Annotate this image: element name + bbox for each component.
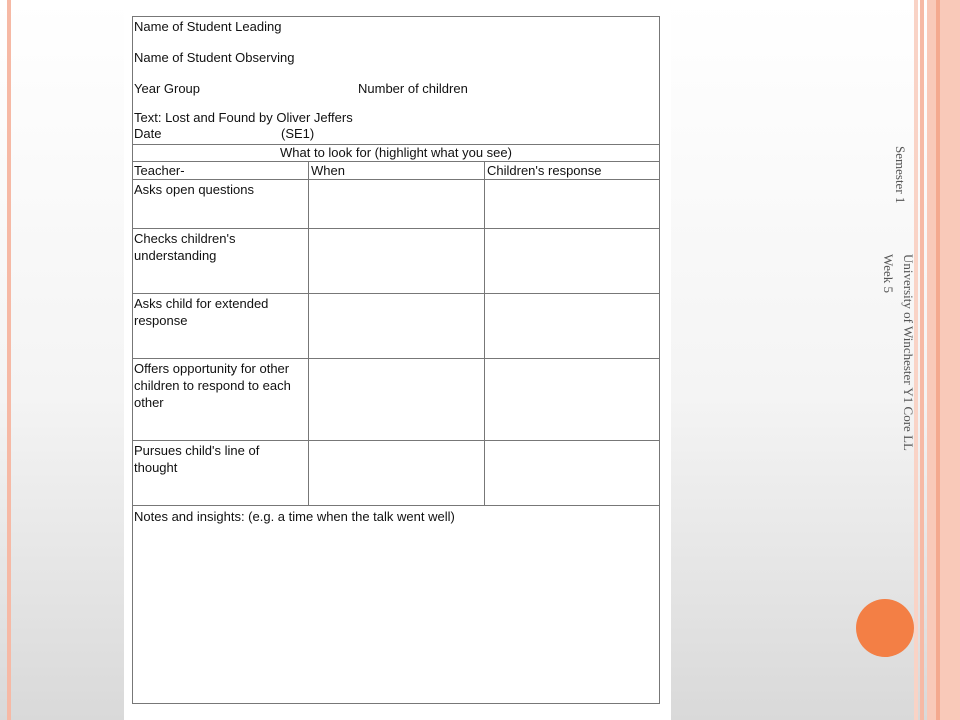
form-header bbox=[133, 17, 659, 145]
right-bar bbox=[927, 0, 960, 720]
right-bar bbox=[936, 0, 940, 720]
text-title-label: Text: Lost and Found by Oliver Jeffers bbox=[134, 110, 353, 125]
table-row bbox=[133, 441, 659, 506]
course-title-text: University of Winchester Y1 Core LL bbox=[901, 254, 916, 451]
column-header-when: When bbox=[311, 163, 345, 178]
table-row bbox=[133, 180, 659, 229]
number-of-children-label: Number of children bbox=[358, 81, 468, 96]
table-row bbox=[133, 294, 659, 359]
column-header-childrens-response: Children's response bbox=[487, 163, 602, 178]
notes-label: Notes and insights: (e.g. a time when the talk went well) bbox=[134, 509, 455, 524]
student-observing-label: Name of Student Observing bbox=[134, 50, 295, 65]
table-row bbox=[133, 359, 659, 441]
semester-text: Semester 1 bbox=[893, 146, 908, 204]
right-bar bbox=[920, 0, 924, 720]
observation-form bbox=[132, 16, 660, 704]
week-text: Week 5 bbox=[881, 254, 896, 294]
right-decorative-bars bbox=[914, 0, 960, 720]
session-label: (SE1) bbox=[281, 126, 315, 141]
orange-circle-decoration bbox=[856, 599, 914, 657]
row-label: Asks child for extended response bbox=[134, 296, 269, 328]
row-label: Asks open questions bbox=[134, 182, 254, 197]
column-divider bbox=[484, 162, 485, 506]
date-label: Date bbox=[134, 126, 162, 141]
table-row bbox=[133, 229, 659, 294]
column-header-teacher: Teacher- bbox=[134, 163, 185, 178]
what-to-look-for-heading: What to look for (highlight what you see) bbox=[133, 144, 659, 162]
row-label: Offers opportunity for other children to respond to each other bbox=[134, 361, 291, 410]
left-decorative-stripe bbox=[7, 0, 11, 720]
column-divider bbox=[308, 162, 309, 506]
row-label: Checks children's understanding bbox=[134, 231, 236, 263]
year-group-label: Year Group bbox=[134, 81, 201, 96]
row-label: Pursues child's line of thought bbox=[134, 443, 260, 475]
column-headers bbox=[133, 162, 659, 180]
student-leading-label: Name of Student Leading bbox=[134, 19, 282, 34]
